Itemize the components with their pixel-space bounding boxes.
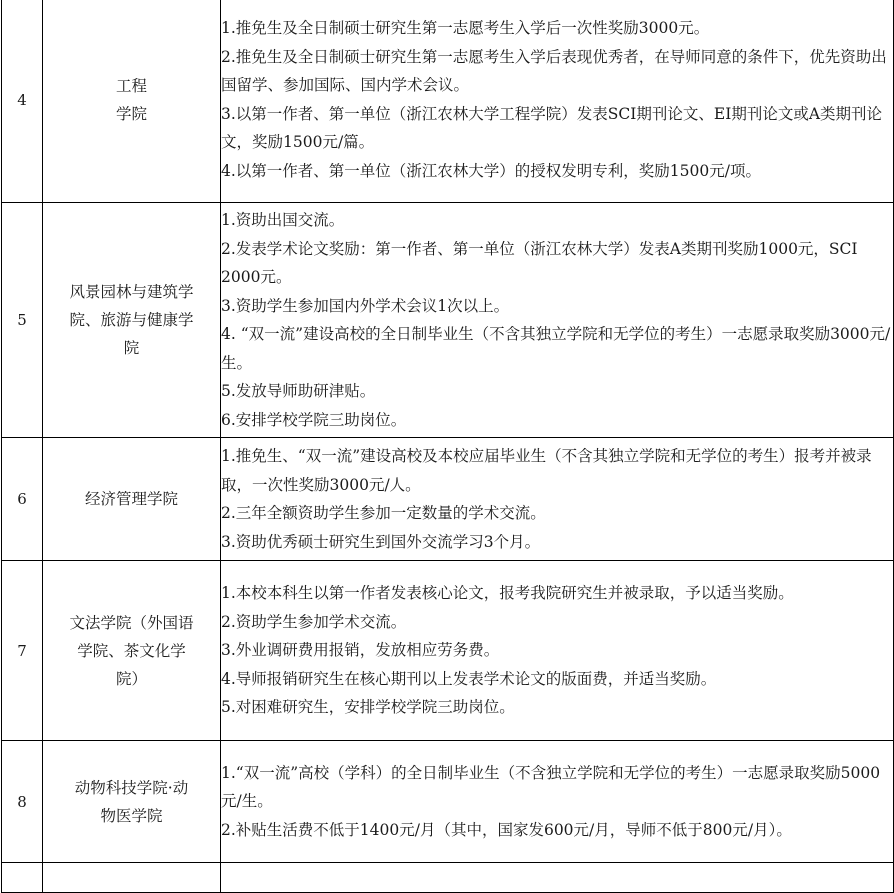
policy-item: 1.“双一流”高校（学科）的全日制毕业生（不含独立学院和无学位的考生）一志愿录取奖励5000元/生。 — [221, 763, 881, 811]
college-name — [43, 561, 221, 741]
college-name-line: 院 — [123, 339, 140, 357]
policy-items — [221, 561, 894, 741]
policy-item: 3.资助优秀硕士研究生到国外交流学习3个月。 — [221, 532, 541, 551]
table-row-partial — [2, 863, 894, 893]
college-name-line: 院） — [115, 669, 147, 688]
policy-items — [221, 741, 894, 863]
policy-item: 1.资助出国交流。 — [221, 211, 345, 229]
row-number: 6 — [2, 438, 43, 561]
row-number: 7 — [2, 561, 43, 741]
college-name — [43, 741, 221, 863]
row-number: 5 — [2, 203, 43, 438]
table-row — [2, 0, 894, 203]
policy-item: 2.补贴生活费不低于1400元/月（其中，国家发600元/月，导师不低于800元/月）。 — [221, 820, 792, 839]
policy-item: 2.发表学术论文奖励：第一作者、第一单位（浙江农林大学）发表A类期刊奖励1000元，SCI 2000元。 — [221, 239, 858, 286]
college-name — [43, 0, 221, 203]
policy-item: 4.导师报销研究生在核心期刊以上发表学术论文的版面费，并适当奖励。 — [221, 669, 717, 688]
college-name — [43, 203, 221, 438]
college-name-line: 学院 — [115, 104, 147, 123]
policy-item: 3.以第一作者、第一单位（浙江农林大学工程学院）发表SCI期刊论文、EI期刊论文或A类期刊论文，奖励1500元/篇。 — [221, 104, 883, 151]
policy-item: 5.对困难研究生，安排学校学院三助岗位。 — [221, 698, 515, 717]
policy-items — [221, 438, 894, 561]
table-row — [2, 741, 894, 863]
college-name-line: 工程 — [115, 76, 147, 95]
policy-item: 2.推免生及全日制硕士研究生第一志愿考生入学后表现优秀者，在导师同意的条件下，优先资助出国留学、参加国际、国内学术会议。 — [221, 47, 887, 94]
policy-item: 1.本校本科生以第一作者发表核心论文，报考我院研究生并被录取，予以适当奖励。 — [221, 584, 794, 603]
policy-items — [221, 203, 894, 438]
policy-items — [221, 0, 894, 203]
policy-item: 2.三年全额资助学生参加一定数量的学术交流。 — [221, 504, 546, 522]
policy-item: 2.资助学生参加学术交流。 — [221, 612, 407, 631]
table-row — [2, 203, 894, 438]
policy-item: 1.推免生及全日制硕士研究生第一志愿考生入学后一次性奖励3000元。 — [221, 19, 710, 37]
scholarship-policy-table — [1, 0, 894, 893]
college-name-line: 物医学院 — [100, 806, 163, 825]
college-name — [43, 438, 221, 561]
policy-items — [221, 863, 894, 893]
college-name — [43, 863, 221, 893]
policy-item: 3.资助学生参加国内外学术会议1次以上。 — [221, 296, 510, 315]
policy-item: 4.以第一作者、第一单位（浙江农林大学）的授权发明专利，奖励1500元/项。 — [221, 161, 761, 180]
policy-item: 5.发放导师助研津贴。 — [221, 382, 376, 400]
college-name-line: 文法学院（外国语 — [69, 613, 194, 632]
row-number: 4 — [2, 0, 43, 203]
table-row — [2, 561, 894, 741]
college-name-line: 学院、茶文化学 — [77, 641, 186, 660]
college-name-line: 风景园林与建筑学 — [69, 283, 194, 301]
row-number — [2, 863, 43, 893]
college-name-line: 动物科技学院·动 — [74, 778, 189, 797]
policy-item: 6.安排学校学院三助岗位。 — [221, 410, 407, 429]
college-name-line: 院、旅游与健康学 — [69, 311, 194, 329]
policy-item: 3.外业调研费用报销，发放相应劳务费。 — [221, 641, 500, 660]
row-number: 8 — [2, 741, 43, 863]
policy-item: 4. “双一流”建设高校的全日制毕业生（不含其独立学院和无学位的考生）一志愿录取奖励3000元/生。 — [221, 325, 891, 372]
college-name-line: 经济管理学院 — [84, 490, 178, 508]
policy-item: 1.推免生、“双一流”建设高校及本校应届毕业生（不含其独立学院和无学位的考生）报考并被录取，一次性奖励3000元/人。 — [221, 447, 872, 494]
table-row — [2, 438, 894, 561]
